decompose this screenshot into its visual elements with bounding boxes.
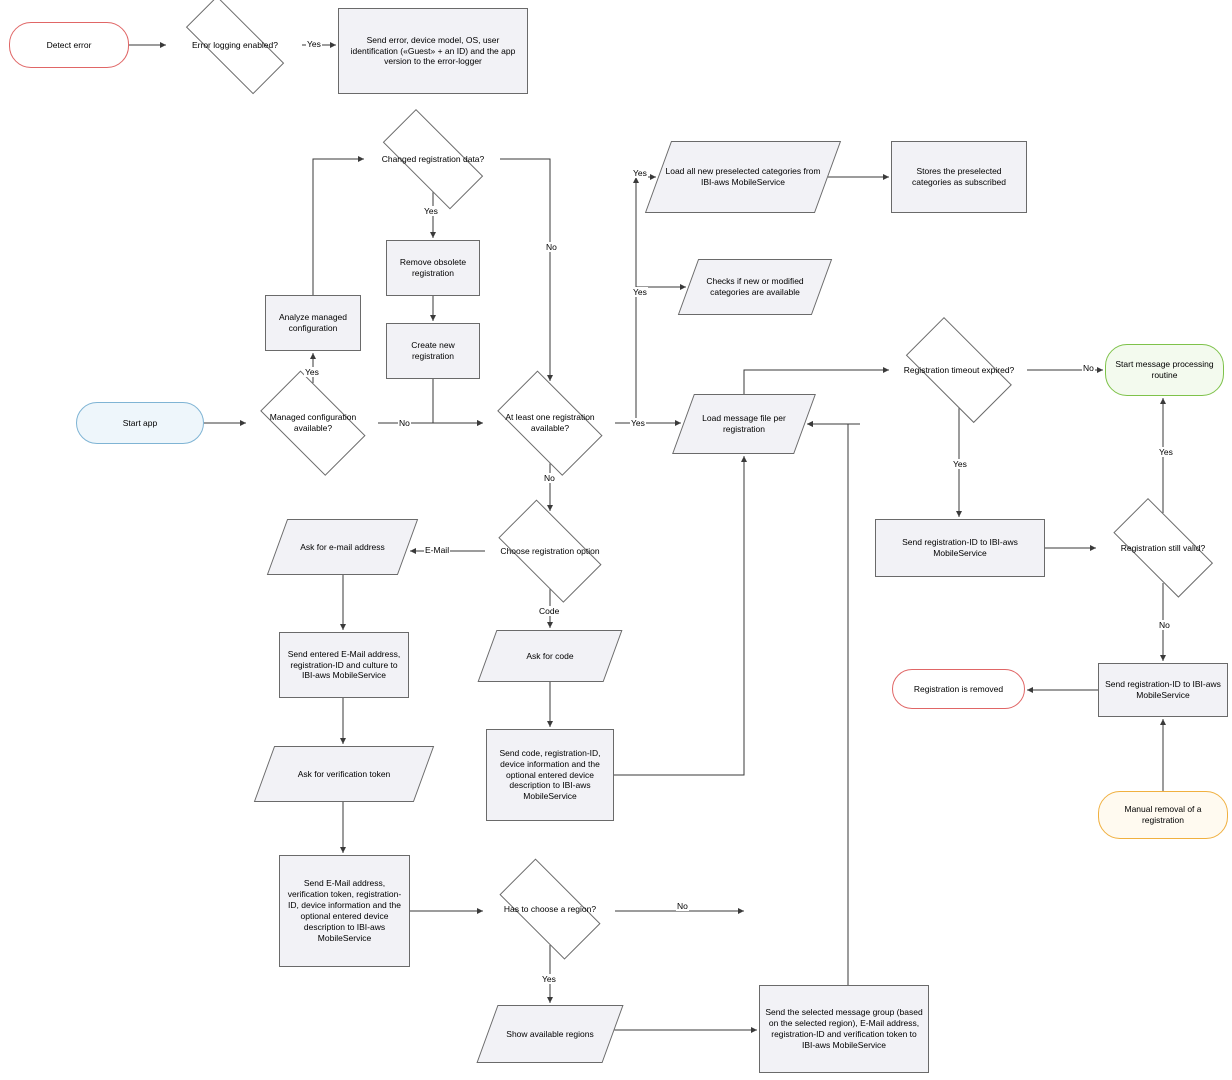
edge-label-no-region: No <box>677 901 688 911</box>
node-detect-error[interactable]: Detect error <box>9 22 129 68</box>
edge-label-email-option: E-Mail <box>425 545 450 555</box>
node-remove-obsolete-registration[interactable]: Remove obsolete registration <box>386 240 480 296</box>
edge-label-yes-timeout: Yes <box>953 459 967 469</box>
edge-label-no-changed-registration: No <box>546 242 557 252</box>
edge-label-no-still-valid: No <box>1159 620 1170 630</box>
node-manual-removal-of-registration[interactable]: Manual removal of a registration <box>1098 791 1228 839</box>
edge-label-yes-changed-registration: Yes <box>424 206 438 216</box>
node-load-message-file[interactable]: Load message file per registration <box>683 394 805 454</box>
node-start-app[interactable]: Start app <box>76 402 204 444</box>
node-stores-preselected-categories[interactable]: Stores the preselected categories as subscribed <box>891 141 1027 213</box>
node-registration-timeout-expired[interactable]: Registration timeout expired? <box>891 332 1027 408</box>
node-send-email-token-details[interactable]: Send E-Mail address, verification token, registration-ID, device information and the optional entered device description to IBI-aws MobileService <box>279 855 410 967</box>
edge-label-yes-still-valid: Yes <box>1159 447 1173 457</box>
node-send-registration-id[interactable]: Send registration-ID to IBI-aws MobileService <box>875 519 1045 577</box>
node-ask-for-code[interactable]: Ask for code <box>487 630 613 682</box>
edge-label-code-option: Code <box>539 606 560 616</box>
edge-label-yes-error-logging: Yes <box>307 39 321 49</box>
node-registration-still-valid[interactable]: Registration still valid? <box>1098 513 1228 583</box>
node-create-new-registration[interactable]: Create new registration <box>386 323 480 379</box>
edge-label-yes-preselected: Yes <box>633 168 647 178</box>
edge-label-no-managed-config: No <box>399 418 410 428</box>
edge-label-yes-at-least-one: Yes <box>631 418 645 428</box>
node-managed-configuration-available[interactable]: Managed configuration available? <box>248 383 378 463</box>
edge-label-no-timeout: No <box>1083 363 1094 373</box>
edge-label-yes-checks-categories: Yes <box>633 287 647 297</box>
edge-label-yes-managed-config: Yes <box>305 367 319 377</box>
node-send-error[interactable]: Send error, device model, OS, user identification («Guest» + an ID) and the app version to the error-logger <box>338 8 528 94</box>
node-registration-is-removed[interactable]: Registration is removed <box>892 669 1025 709</box>
node-analyze-managed-configuration[interactable]: Analyze managed configuration <box>265 295 361 351</box>
node-send-code-details[interactable]: Send code, registration-ID, device information and the optional entered device description to IBI-aws MobileService <box>486 729 614 821</box>
node-send-registration-id-removal[interactable]: Send registration-ID to IBI-aws MobileService <box>1098 663 1228 717</box>
node-at-least-one-registration[interactable]: At least one registration available? <box>485 383 615 463</box>
node-error-logging-enabled[interactable]: Error logging enabled? <box>168 14 302 76</box>
node-checks-new-modified-categories[interactable]: Checks if new or modified categories are available <box>688 259 822 315</box>
node-send-email-registration-culture[interactable]: Send entered E-Mail address, registration-ID and culture to IBI-aws MobileService <box>279 632 409 698</box>
node-choose-registration-option[interactable]: Choose registration option <box>485 513 615 589</box>
edge-label-yes-region: Yes <box>542 974 556 984</box>
edge-label-no-at-least-one: No <box>544 473 555 483</box>
node-start-message-processing[interactable]: Start message processing routine <box>1105 344 1224 396</box>
node-changed-registration-data[interactable]: Changed registration data? <box>366 126 500 192</box>
node-load-preselected-categories[interactable]: Load all new preselected categories from IBI-aws MobileService <box>658 141 828 213</box>
node-ask-for-verification-token[interactable]: Ask for verification token <box>264 746 424 802</box>
node-send-selected-message-group[interactable]: Send the selected message group (based on the selected region), E-Mail address, registration-ID and verification token to IBI-aws MobileService <box>759 985 929 1073</box>
node-ask-for-email-address[interactable]: Ask for e-mail address <box>277 519 408 575</box>
node-has-to-choose-region[interactable]: Has to choose a region? <box>485 873 615 945</box>
node-show-available-regions[interactable]: Show available regions <box>487 1005 613 1063</box>
